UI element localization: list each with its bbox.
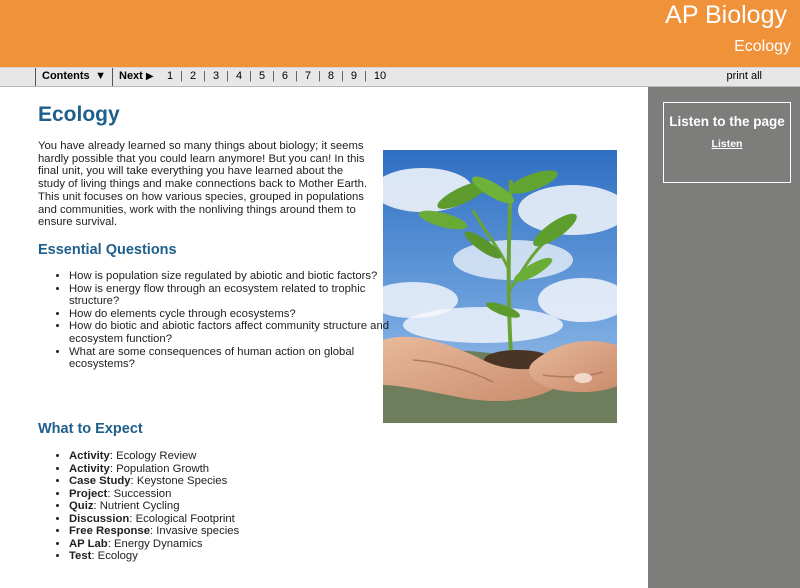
item-title: Population Growth: [116, 462, 210, 475]
item-type: Activity: [69, 450, 110, 462]
what-to-expect-list: [38, 450, 399, 563]
page-link-7[interactable]: 7: [304, 70, 312, 82]
page-separator: |: [203, 70, 206, 82]
list-item: [69, 513, 399, 526]
list-item: [69, 538, 399, 551]
page-link-3[interactable]: 3: [212, 70, 220, 82]
page-title: Ecology: [38, 103, 120, 126]
item-title: Ecology: [97, 550, 138, 562]
item-colon: :: [109, 462, 117, 475]
page-link-6[interactable]: 6: [281, 70, 289, 82]
list-item: [69, 550, 399, 563]
item-colon: :: [107, 487, 114, 500]
page-separator: |: [341, 70, 344, 82]
list-item: • How is population size regulated by abiotic and biotic factors?: [69, 270, 399, 283]
list-item: • How do biotic and abiotic factors affect community structure and ecosystem function?: [69, 320, 399, 345]
item-title: Ecology Review: [116, 450, 197, 462]
item-title: Invasive species: [156, 525, 240, 537]
intro-paragraph: You have already learned so many things about biology; it seems hardly possible that you could learn anymore! But you can! In this final unit, you will take everything you have learned about the study of living things and make connections back to Mother Earth. This unit focuses on how various species, grouped in populations and communities, work with the nonliving things around them to ensure survival.: [38, 140, 368, 229]
what-to-expect-heading: What to Expect: [38, 421, 143, 437]
item-colon: :: [130, 475, 137, 487]
page-link-8[interactable]: 8: [327, 70, 335, 82]
list-item: [69, 450, 399, 463]
next-button[interactable]: [119, 68, 154, 85]
item-colon: :: [109, 450, 117, 462]
page-header: [0, 0, 800, 67]
list-item: [69, 525, 399, 538]
page-link-2[interactable]: 2: [189, 70, 197, 82]
item-title: Keystone Species: [136, 475, 228, 487]
page-link-10[interactable]: 10: [373, 70, 387, 82]
item-title: Succession: [113, 487, 172, 500]
page-link-4[interactable]: 4: [235, 70, 243, 82]
item-type: Test: [69, 550, 92, 562]
page-separator: |: [226, 70, 229, 82]
sidebar: [648, 87, 800, 588]
item-title: Energy Dynamics: [114, 537, 203, 550]
list-item: • How is energy flow through an ecosystem related to trophic structure?: [69, 283, 399, 308]
item-title: Ecological Footprint: [135, 512, 235, 525]
page-separator: |: [295, 70, 298, 82]
item-colon: :: [129, 512, 136, 525]
essential-questions-heading: Essential Questions: [38, 242, 177, 258]
item-colon: :: [91, 550, 98, 562]
next-label: Next: [119, 70, 143, 82]
item-type: Case Study: [69, 475, 131, 487]
listen-link[interactable]: Listen: [711, 138, 743, 150]
caret-down-icon: ▼: [95, 70, 106, 82]
unit-title: Ecology: [734, 38, 791, 55]
list-item: [69, 463, 399, 476]
listen-heading: Listen to the page: [669, 114, 785, 129]
contents-dropdown[interactable]: [35, 68, 113, 86]
item-colon: :: [150, 525, 157, 537]
item-title: Nutrient Cycling: [99, 500, 180, 512]
list-item: [69, 488, 399, 501]
list-item: [69, 500, 399, 513]
page-separator: |: [249, 70, 252, 82]
plant-in-hands-image: [383, 150, 617, 423]
page-separator: |: [364, 70, 367, 82]
item-colon: :: [93, 500, 100, 512]
page-link-1[interactable]: 1: [167, 70, 174, 82]
item-type: Discussion: [69, 512, 130, 525]
page-links: [160, 68, 393, 85]
course-title: AP Biology: [665, 1, 787, 29]
page-link-5[interactable]: 5: [258, 70, 266, 82]
item-type: Activity: [69, 462, 110, 475]
item-type: Free Response: [69, 525, 150, 537]
page-separator: |: [318, 70, 321, 82]
item-type: Project: [69, 487, 108, 500]
nav-bar: [0, 67, 800, 87]
contents-label: Contents: [42, 70, 90, 82]
essential-questions-list: [38, 270, 399, 371]
page-separator: |: [272, 70, 275, 82]
list-item: [69, 475, 399, 488]
play-arrow-icon: ▶: [145, 71, 154, 82]
item-colon: :: [107, 537, 114, 550]
page-separator: |: [180, 70, 183, 82]
print-all-link[interactable]: print all: [726, 70, 762, 82]
list-item: • How do elements cycle through ecosystems?: [69, 308, 399, 321]
list-item: • What are some consequences of human action on global ecosystems?: [69, 346, 399, 371]
item-type: Quiz: [69, 500, 94, 512]
listen-box: [663, 102, 791, 183]
page-link-9[interactable]: 9: [350, 70, 357, 82]
item-type: AP Lab: [69, 537, 108, 550]
